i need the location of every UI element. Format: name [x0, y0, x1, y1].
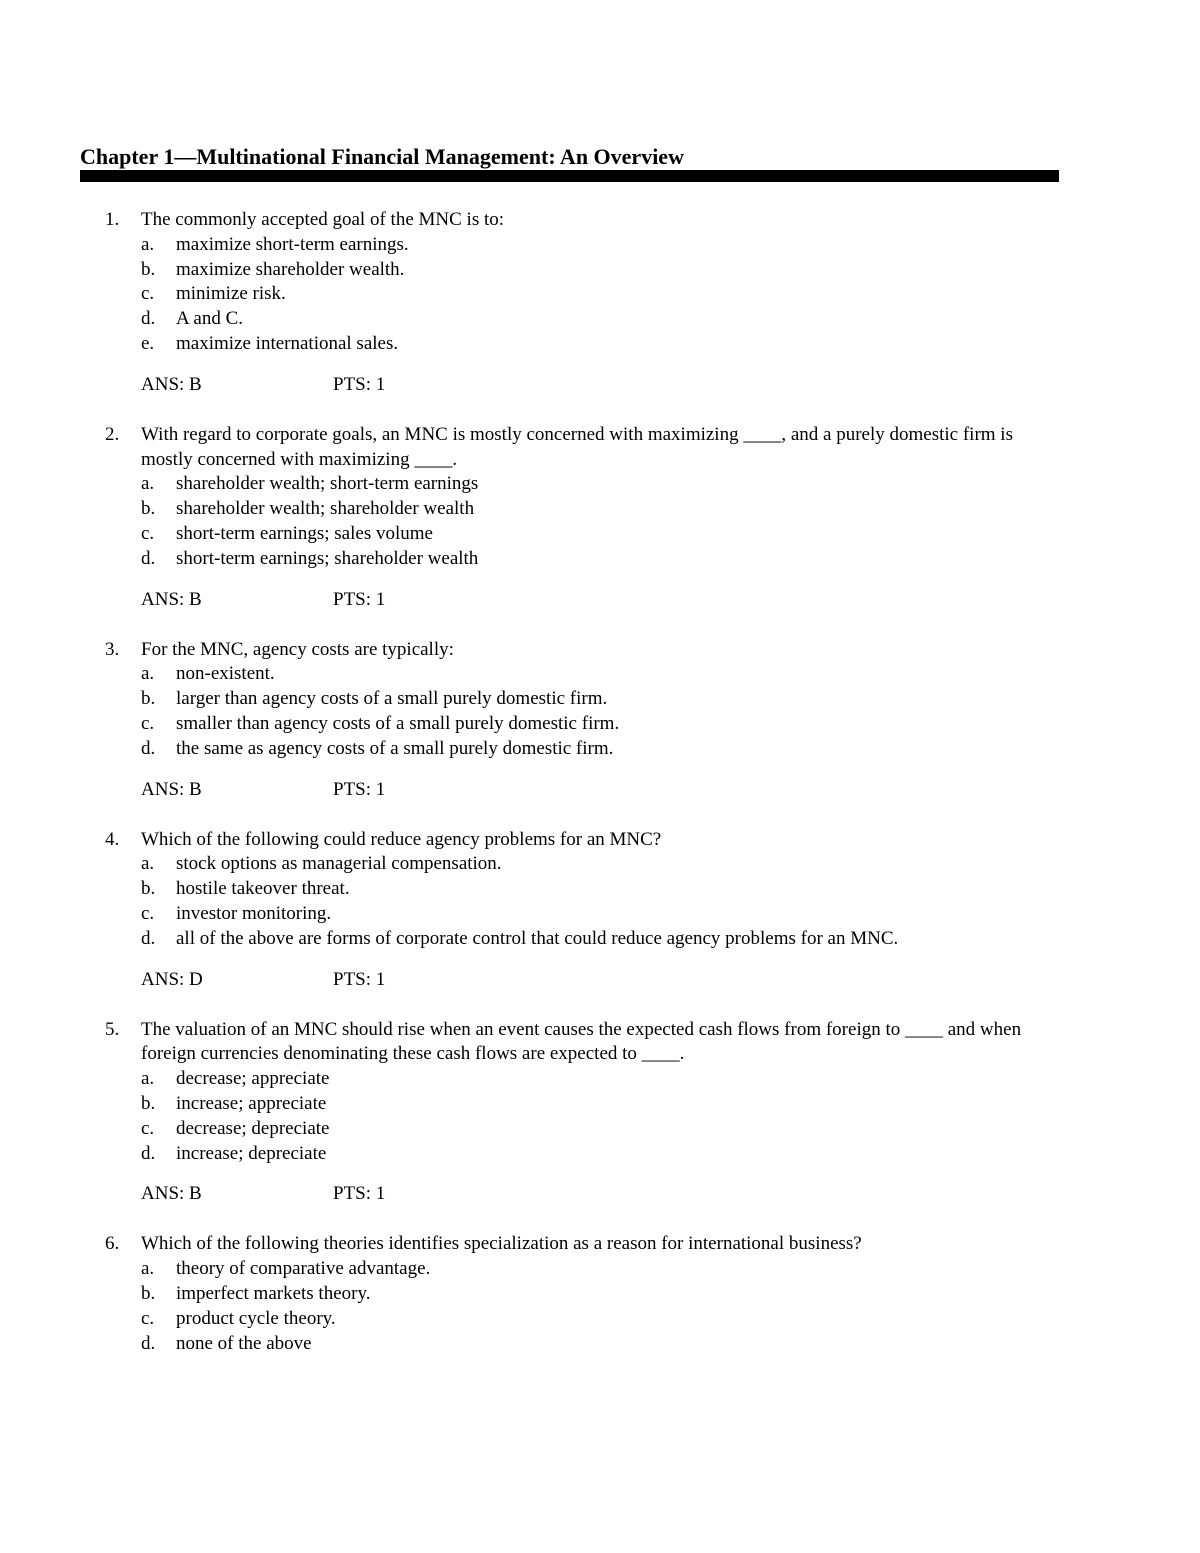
- question-spacer: [0, 1207, 1200, 1232]
- choice-letter: a.: [141, 1068, 155, 1090]
- answer-choice: [0, 547, 1061, 572]
- question-text: With regard to corporate goals, an MNC is mostly concerned with maximizing ____, and a purely domestic firm is mostly concerned with maximizing ____.: [141, 423, 1013, 470]
- answer-key: ANS: B: [141, 1183, 202, 1205]
- choice-text: the same as agency costs of a small purely domestic firm.: [176, 737, 614, 759]
- choice-letter: d.: [141, 547, 156, 569]
- question-item: [0, 638, 1200, 828]
- answer-choice: [0, 332, 1061, 357]
- choice-letter: c.: [141, 712, 155, 734]
- points-value: PTS: 1: [333, 1183, 386, 1205]
- answer-choice: [0, 902, 1061, 927]
- question-number: 1.: [105, 209, 120, 230]
- question-number: 2.: [105, 423, 120, 445]
- choice-letter: a.: [141, 663, 155, 685]
- choice-text: decrease; depreciate: [176, 1117, 330, 1139]
- choice-letter: a.: [141, 473, 155, 495]
- choice-letter: b.: [141, 1282, 156, 1304]
- answer-choice: [0, 712, 1061, 737]
- answer-choice: [0, 307, 1061, 332]
- answer-choice: [0, 472, 1061, 497]
- question-stem: [0, 423, 1061, 473]
- answer-choice: [0, 282, 1061, 307]
- question-text: Which of the following theories identifies specialization as a reason for international business?: [141, 1233, 862, 1255]
- choice-letter: d.: [141, 308, 156, 330]
- question-spacer: [0, 993, 1200, 1018]
- question-text: Which of the following could reduce agency problems for an MNC?: [141, 828, 662, 850]
- answer-choice: [0, 687, 1061, 712]
- answer-choice: [0, 1117, 1061, 1142]
- choice-letter: c.: [141, 1117, 155, 1139]
- answer-choice: [0, 852, 1061, 877]
- choice-text: maximize international sales.: [176, 332, 399, 354]
- answer-choice: [0, 1067, 1061, 1092]
- choice-letter: e.: [141, 332, 155, 354]
- choice-text: imperfect markets theory.: [176, 1282, 371, 1304]
- choice-text: theory of comparative advantage.: [176, 1258, 431, 1280]
- choice-text: short-term earnings; sales volume: [176, 522, 433, 544]
- question-text: For the MNC, agency costs are typically:: [141, 638, 454, 660]
- answer-choice: [0, 1307, 1061, 1332]
- choice-letter: c.: [141, 1307, 155, 1329]
- question-spacer: [0, 803, 1200, 828]
- answer-key: ANS: D: [141, 968, 203, 990]
- choice-letter: b.: [141, 878, 156, 900]
- choice-letter: b.: [141, 258, 156, 280]
- question-spacer: [0, 613, 1200, 638]
- choice-letter: a.: [141, 233, 155, 255]
- choice-letter: b.: [141, 498, 156, 520]
- answer-choice: [0, 927, 1061, 952]
- question-number: 5.: [105, 1018, 120, 1040]
- question-number: 3.: [105, 638, 120, 660]
- question-list: [0, 208, 1200, 1356]
- answer-key: ANS: B: [141, 588, 202, 610]
- answer-choice: [0, 737, 1061, 762]
- question-item: [0, 1232, 1200, 1356]
- answer-choice: [0, 1142, 1061, 1167]
- title-rule: [80, 170, 1059, 182]
- question-stem: [0, 1018, 1061, 1068]
- question-item: [0, 828, 1200, 1018]
- question-text: The valuation of an MNC should rise when an event causes the expected cash flows from foreign to ____ and when foreign currencies denominating these cash flows are expected to ____.: [141, 1018, 1022, 1065]
- points-value: PTS: 1: [333, 968, 386, 990]
- choice-text: smaller than agency costs of a small purely domestic firm.: [176, 712, 620, 734]
- question-stem: [0, 828, 1061, 853]
- answer-choice: [0, 233, 1061, 258]
- choice-letter: d.: [141, 1332, 156, 1354]
- choice-text: hostile takeover threat.: [176, 878, 350, 900]
- choice-text: investor monitoring.: [176, 902, 332, 924]
- choice-letter: b.: [141, 1092, 156, 1114]
- choice-letter: a.: [141, 1258, 155, 1280]
- choice-text: maximize shareholder wealth.: [176, 258, 405, 280]
- question-stem: [0, 638, 1061, 663]
- choice-text: stock options as managerial compensation.: [176, 853, 502, 875]
- choice-letter: c.: [141, 522, 155, 544]
- points-value: PTS: 1: [333, 588, 386, 610]
- answer-choice: [0, 497, 1061, 522]
- choice-letter: d.: [141, 737, 156, 759]
- choice-text: minimize risk.: [176, 283, 286, 305]
- choice-text: maximize short-term earnings.: [176, 233, 409, 255]
- answer-choice: [0, 258, 1061, 283]
- choice-letter: c.: [141, 283, 155, 305]
- answer-choice: [0, 1257, 1061, 1282]
- answer-choice: [0, 877, 1061, 902]
- answer-key: ANS: B: [141, 373, 202, 395]
- choice-text: all of the above are forms of corporate control that could reduce agency problems for an MNC.: [176, 927, 899, 949]
- choice-text: product cycle theory.: [176, 1307, 336, 1329]
- choice-text: none of the above: [176, 1332, 312, 1354]
- choice-text: larger than agency costs of a small purely domestic firm.: [176, 688, 608, 710]
- question-item: [0, 1018, 1200, 1233]
- answer-choice: [0, 522, 1061, 547]
- choice-letter: d.: [141, 927, 156, 949]
- answer-choice: [0, 1282, 1061, 1307]
- choice-letter: c.: [141, 902, 155, 924]
- points-value: PTS: 1: [333, 778, 386, 800]
- choice-text: non-existent.: [176, 663, 275, 685]
- answer-choice: [0, 662, 1061, 687]
- question-number: 6.: [105, 1233, 120, 1255]
- choice-text: short-term earnings; shareholder wealth: [176, 547, 479, 569]
- choice-text: increase; appreciate: [176, 1092, 327, 1114]
- question-stem: [0, 1232, 1061, 1257]
- answer-choice: [0, 1332, 1061, 1357]
- points-value: PTS: 1: [333, 373, 386, 395]
- choice-text: increase; depreciate: [176, 1142, 327, 1164]
- choice-text: A and C.: [176, 308, 244, 330]
- chapter-title: Chapter 1—Multinational Financial Management: An Overview: [80, 144, 684, 169]
- answer-choice: [0, 1092, 1061, 1117]
- question-item: [0, 423, 1200, 638]
- answer-key: ANS: B: [141, 778, 202, 800]
- choice-text: decrease; appreciate: [176, 1068, 330, 1090]
- choice-text: shareholder wealth; shareholder wealth: [176, 498, 475, 520]
- answer-key-row: [0, 778, 1200, 803]
- choice-letter: b.: [141, 688, 156, 710]
- answer-key-row: [0, 968, 1200, 993]
- choice-letter: d.: [141, 1142, 156, 1164]
- choice-text: shareholder wealth; short-term earnings: [176, 473, 479, 495]
- answer-key-row: [0, 588, 1200, 613]
- choice-letter: a.: [141, 853, 155, 875]
- answer-key-row: [0, 1182, 1200, 1207]
- answer-key-row: [0, 373, 1200, 398]
- question-number: 4.: [105, 828, 120, 850]
- question-text: The commonly accepted goal of the MNC is to:: [141, 209, 505, 230]
- question-spacer: [0, 398, 1200, 423]
- question-item: [0, 208, 1200, 423]
- question-stem: [0, 208, 1061, 233]
